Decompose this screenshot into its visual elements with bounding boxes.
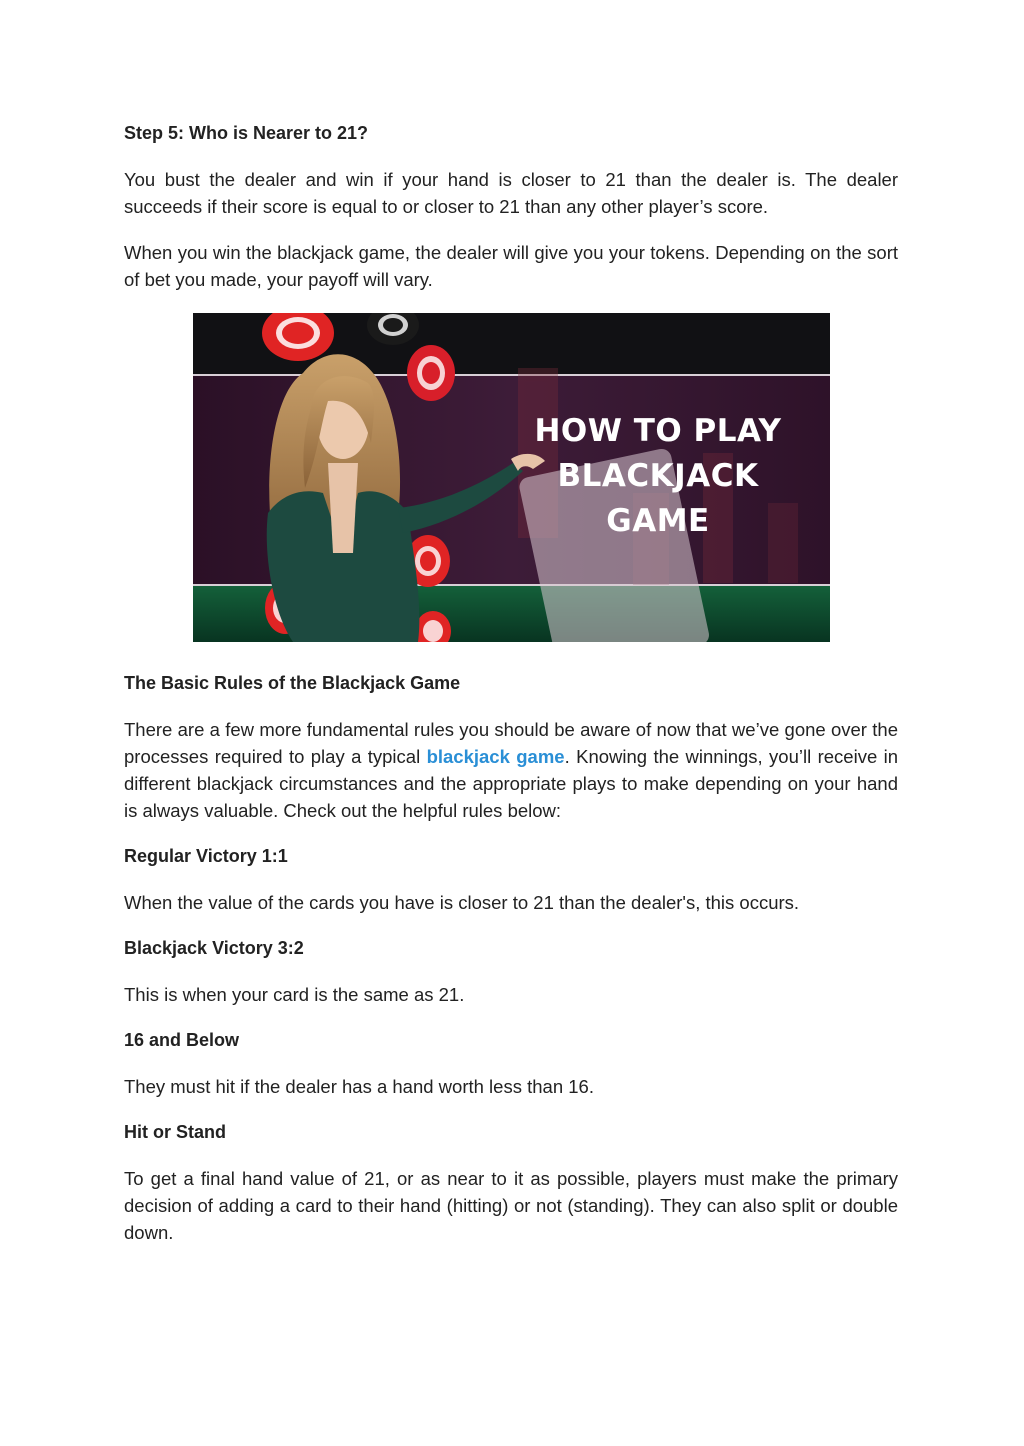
hero-title-line-2: BLACKJACK [557, 458, 759, 494]
basic-rules-text-before-link: There are a few more fundamental rules you should be aware of now that we’ve gone over the processes required to play a typical [124, 719, 898, 767]
sixteen-below-text: They must hit if the dealer has a hand worth less than 16. [124, 1076, 594, 1097]
blackjack-victory-heading: Blackjack Victory 3:2 [124, 938, 304, 958]
hit-or-stand-heading: Hit or Stand [124, 1122, 226, 1142]
step5-heading: Step 5: Who is Nearer to 21? [124, 123, 369, 143]
hero-title-line-3: GAME [606, 503, 710, 539]
step5-paragraph-1: You bust the dealer and win if your hand is closer to 21 than the dealer is. The dealer succeeds if their score is equal to or closer to 21 than any other player’s score. [124, 169, 898, 217]
document-page [124, 120, 898, 1265]
blackjack-game-link[interactable]: blackjack game [426, 746, 565, 767]
blackjack-victory-text: This is when your card is the same as 21. [124, 984, 465, 1005]
regular-victory-heading: Regular Victory 1:1 [124, 846, 288, 866]
basic-rules-heading: The Basic Rules of the Blackjack Game [124, 673, 461, 693]
step5-paragraph-2: When you win the blackjack game, the dealer will give you your tokens. Depending on the sort of bet you made, your payoff will vary. [124, 242, 898, 290]
regular-victory-text: When the value of the cards you have is closer to 21 than the dealer's, this occurs. [124, 892, 800, 913]
basic-rules-paragraph [124, 716, 898, 824]
hero-title [528, 409, 788, 544]
how-to-play-blackjack-image [193, 313, 830, 642]
hit-or-stand-text: To get a final hand value of 21, or as near to it as possible, players must make the primary decision of adding a card to their hand (hitting) or not (standing). They can also split or double down. [124, 1168, 898, 1243]
sixteen-below-heading: 16 and Below [124, 1030, 240, 1050]
basic-rules-text-after-link: . Knowing the winnings, you’ll receive in different blackjack circumstances and the appropriate plays to make depending on your hand is always valuable. Check out the helpful rules below: [124, 746, 899, 821]
hero-title-line-1: HOW TO PLAY [534, 413, 782, 449]
